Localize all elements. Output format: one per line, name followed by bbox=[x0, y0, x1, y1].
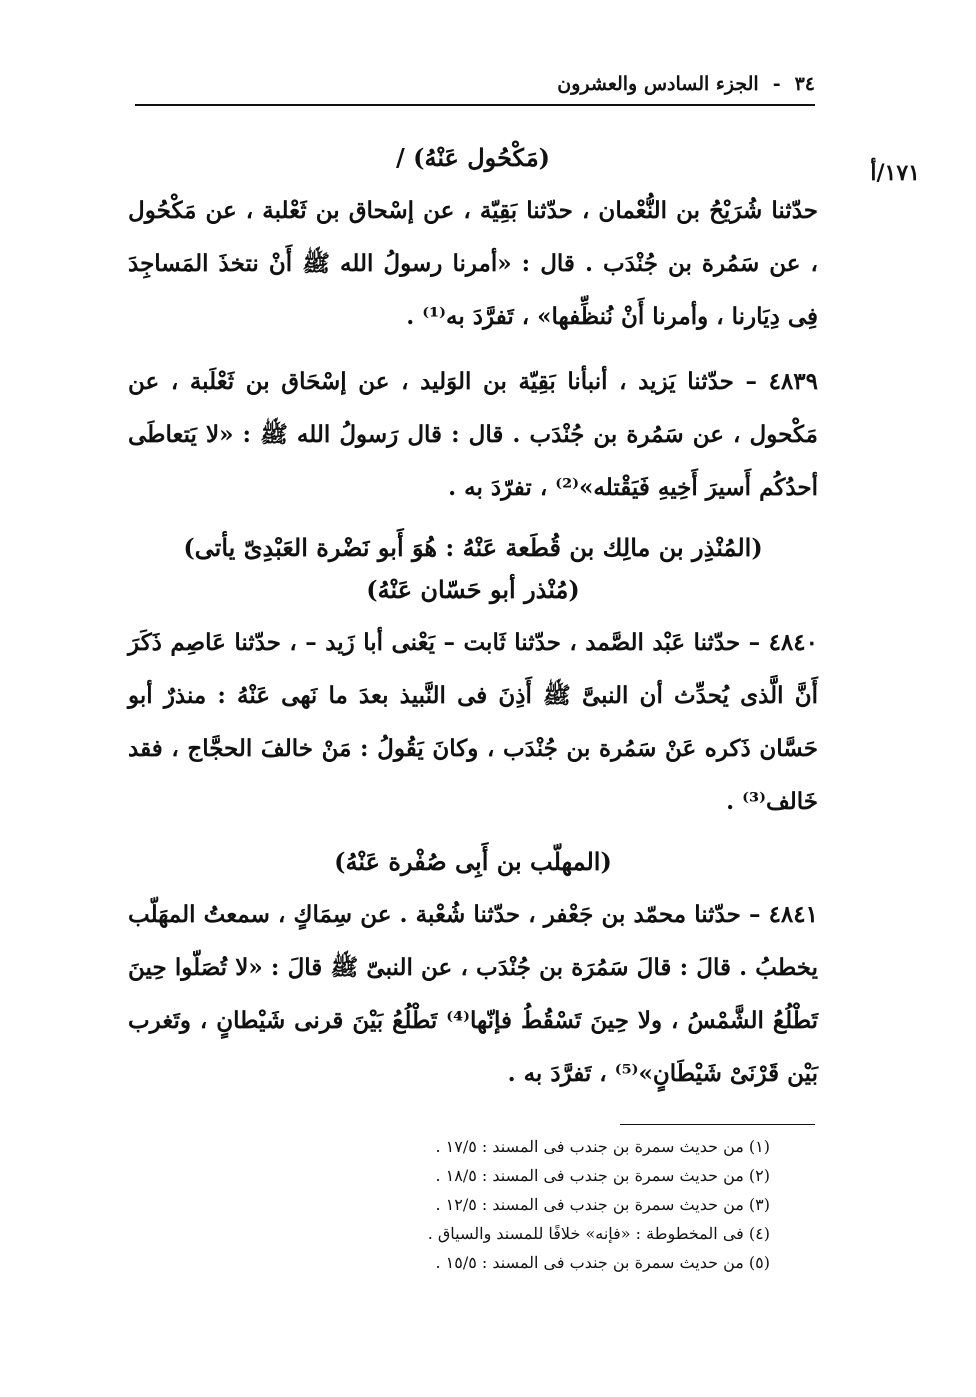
running-header bbox=[135, 66, 815, 102]
footnote: (١) من حديث سمرة بن جندب فى المسند : ١٧/٥ . bbox=[435, 1137, 770, 1156]
header-rule bbox=[135, 104, 815, 106]
section-mundhir bbox=[128, 526, 818, 828]
footnote: (٣) من حديث سمرة بن جندب فى المسند : ١٢/٥ . bbox=[435, 1195, 770, 1214]
section-makhul bbox=[128, 136, 818, 514]
page-number: ٣٤ bbox=[794, 73, 815, 95]
footnotes bbox=[300, 1132, 770, 1277]
hadith-paragraph: ٤٨٤٠ – حدّثنا عَبْد الصَّمد ، حدّثنا ثَابت – يَعْنى أبا زَيد – ، حدّثنا عَاصِم ذَكَرَ أَنَّ الَّذى يُحدِّث أن النبىَّ ﷺ أَذِنَ فى النَّبيذ بعدَ ما نَهى عَنْهُ : منذرٌ أبو حَسَّان ذَكره عَنْ سَمُرة بن جُنْدَب ، وكانَ يَقُولُ : مَنْ خالفَ الحجَّاج ، فقد خَالف⁽³⁾ . bbox=[128, 629, 818, 815]
manuscript-folio-marker: ١٧١/أ bbox=[870, 160, 920, 186]
footnote-rule bbox=[620, 1124, 815, 1125]
footnote: (٤) فى المخطوطة : «فإنه» خلافًا للمسند والسياق . bbox=[427, 1224, 770, 1243]
footnote: (٥) من حديث سمرة بن جندب فى المسند : ١٥/٥ . bbox=[435, 1253, 770, 1272]
main-text bbox=[128, 136, 818, 1112]
section-heading: (المهلّب بن أَبِى صُفْرة عَنْهُ) bbox=[334, 847, 612, 876]
section-heading: (المُنْذِر بن مالِك بن قُطَعة عَنْهُ : هُوَ أَبو نَضْرة العَبْدِىّ يأتى) bbox=[183, 533, 763, 562]
running-title: الجزء السادس والعشرون bbox=[557, 73, 759, 95]
hadith-paragraph: ٤٨٣٩ – حدّثنا يَزيد ، أنبأنا بَقِيّة بن الوَليد ، عن إسْحَاق بن ثَعْلَبة ، عن مَكْحول ، عن سَمُرة بن جُنْدَب . قال : قال رَسولُ الله ﷺ : «لا يَتعاطَى أحدُكُم أَسيرَ أَخِيهِ فَيَقْتله»⁽²⁾ ، تفرّدَ به . bbox=[128, 368, 818, 501]
section-muhallab bbox=[128, 840, 818, 1100]
hadith-paragraph: ٤٨٤١ – حدّثنا محمّد بن جَعْفر ، حدّثنا شُعْبة . عن سِمَاكٍ ، سمعتُ المهَلّب يخطبُ . قالَ : قالَ سَمُرَة بن جُنْدَب ، عن النبىّ ﷺ قالَ : «لا تُصَلّوا حِينَ تَطْلُعُ الشَّمْسُ ، ولا حِينَ تَسْقُطُ فإنّها⁽⁴⁾ تَطْلُعُ بَيْنَ قرنى شَيْطانٍ ، وتَغرب بَيْن قَرْنَىْ شَيْطَانٍ»⁽⁵⁾ ، تَفرَّدَ به . bbox=[128, 901, 818, 1087]
hadith-paragraph: حدّثنا شُرَيْحُ بن النُّعْمان ، حدّثنا بَقِيّة ، عن إسْحاق بن ثَعْلبة ، عن مَكْحُول ، عن سَمُرة بن جُنْدَب . قال : «أمرنا رسولُ الله ﷺ أَنْ نتخذَ المَساجِدَ فِى دِيَارنا ، وأمرنا أَنْ نُنظِّفها» ، تَفرَّدَ به⁽¹⁾ . bbox=[128, 197, 818, 330]
section-heading: (مَكْحُول عَنْهُ) / bbox=[395, 143, 551, 172]
header-separator: - bbox=[772, 73, 781, 95]
footnote: (٢) من حديث سمرة بن جندب فى المسند : ١٨/٥ . bbox=[435, 1166, 770, 1185]
section-subheading: (مُنْذر أبو حَسّان عَنْهُ) bbox=[366, 575, 580, 604]
